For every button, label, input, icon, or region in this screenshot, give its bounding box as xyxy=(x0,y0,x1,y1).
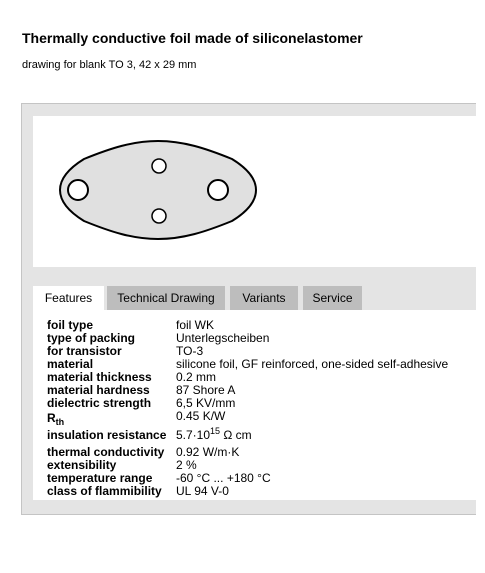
property-value: UL 94 V-0 xyxy=(176,484,229,498)
property-row xyxy=(47,485,448,498)
property-key: material thickness xyxy=(47,370,152,384)
page-subtitle: drawing for blank TO 3, 42 x 29 mm xyxy=(22,59,197,71)
property-key: material hardness xyxy=(47,383,150,397)
property-value: 0.2 mm xyxy=(176,370,217,384)
tab-bar xyxy=(33,286,477,310)
property-value: -60 °C ... +180 °C xyxy=(176,471,271,485)
to3-foil-drawing xyxy=(33,116,477,267)
properties-table xyxy=(47,319,448,498)
tab-variants[interactable]: Variants xyxy=(230,286,298,310)
property-value: 6,5 KV/mm xyxy=(176,396,236,410)
value-base: 5.7·10 xyxy=(176,428,211,442)
tab-service[interactable]: Service xyxy=(303,286,362,310)
property-key-main: R xyxy=(47,411,56,425)
property-value: 2 % xyxy=(176,458,197,472)
property-key: insulation resistance xyxy=(47,428,167,442)
property-value: 87 Shore A xyxy=(176,383,236,397)
property-key: extensibility xyxy=(47,458,117,472)
page-title: Thermally conductive foil made of siliconelastomer xyxy=(22,30,363,46)
value-unit: Ω cm xyxy=(220,428,252,442)
property-key: temperature range xyxy=(47,471,153,485)
property-row xyxy=(47,410,448,427)
tab-features[interactable]: Features xyxy=(33,286,104,312)
property-key: type of packing xyxy=(47,331,136,345)
product-panel xyxy=(21,103,476,515)
tab-technical-drawing[interactable]: Technical Drawing xyxy=(107,286,225,310)
property-key: thermal conductivity xyxy=(47,445,165,459)
property-key: class of flammibility xyxy=(47,484,162,498)
mounting-hole-right xyxy=(208,180,228,200)
mounting-hole-left xyxy=(68,180,88,200)
property-key: material xyxy=(47,357,94,371)
property-value: silicone foil, GF reinforced, one-sided self-adhesive xyxy=(176,357,449,371)
pin-hole-top xyxy=(152,159,166,173)
property-value: 0.92 W/m·K xyxy=(176,445,240,459)
property-row xyxy=(47,427,448,446)
value-exponent: 15 xyxy=(210,426,221,436)
property-key: for transistor xyxy=(47,344,122,358)
drawing-panel xyxy=(33,116,477,267)
property-value: 0.45 K/W xyxy=(176,409,226,423)
features-content xyxy=(33,310,477,500)
property-row xyxy=(47,397,448,410)
property-key: dielectric strength xyxy=(47,396,152,410)
property-value: Unterlegscheiben xyxy=(176,331,270,345)
property-key: foil type xyxy=(47,318,94,332)
property-value: TO-3 xyxy=(176,344,204,358)
property-value: foil WK xyxy=(176,318,215,332)
pin-hole-bottom xyxy=(152,209,166,223)
property-value xyxy=(176,427,448,446)
property-key xyxy=(47,410,176,427)
property-key-subscript: th xyxy=(55,417,65,427)
